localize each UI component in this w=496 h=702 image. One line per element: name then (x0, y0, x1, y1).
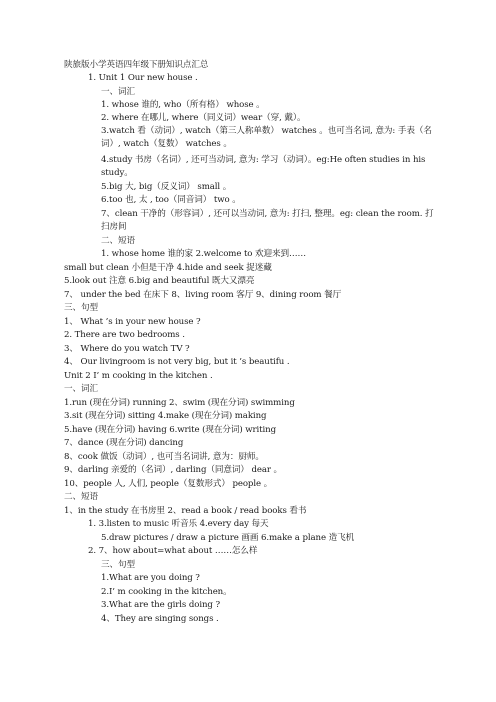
text-line: 7、clean 干净的（形容词）, 还可以当动词, 意为: 打扫, 整理。eg: clean the room. 打 (101, 209, 434, 219)
text-line: 3.watch 看（动词）, watch（第三人称单数） watches 。也可当名词, 意为: 手表（名 (101, 126, 432, 136)
section-heading-phrases: 二、短语 (64, 492, 98, 502)
text-line: 7、 under the bed 在床下 8、living room 客厅 9、dining room 餐厅 (64, 290, 342, 300)
text-line: 1. whose 谁的, who（所有格） whose 。 (101, 100, 265, 110)
section-heading-sentences: 三、句型 (64, 303, 98, 313)
text-line: 1、 What ’s in your new house ? (64, 317, 201, 327)
text-line: 1、in the study 在书房里 2、read a book / read books 看书 (64, 506, 307, 516)
section-heading-vocab: 一、词汇 (64, 384, 98, 394)
unit2-heading: Unit 2 I’ m cooking in the kitchen . (64, 371, 213, 381)
text-line: 5.draw pictures / draw a picture 画画 6.make a plane 造飞机 (101, 533, 355, 543)
text-line: 1.run (现在分词) running 2、swim (现在分词) swimming (64, 398, 295, 408)
text-line: 10、people 人, 人们, people（复数形式） people 。 (64, 479, 273, 489)
text-line: 5.big 大, big（反义词） small 。 (101, 182, 232, 192)
text-line: 4.study 书房（名词）, 还可当动词, 意为: 学习（动词）。eg:He often studies in his (101, 155, 426, 165)
text-line: 2. 7、how about=what about ……怎么样 (88, 546, 258, 556)
text-line: 4、They are singing songs . (101, 614, 219, 624)
text-line: 5.have (现在分词) having 6.write (现在分词) writing (64, 425, 277, 435)
text-line: 1. 3.listen to music 听音乐 4.every day 每天 (88, 519, 269, 529)
text-line: 3.What are the girls doing ? (101, 600, 220, 610)
text-line: 1. whose home 谁的家 2.welcome to 欢迎来到…… (101, 249, 306, 259)
text-line: 扫房间 (101, 222, 127, 232)
text-line: 8、cook 做饭（动词）, 也可当名词讲, 意为：厨师。 (64, 452, 264, 462)
text-line: study。 (101, 168, 133, 178)
text-line: small but clean 小但是干净 4.hide and seek 捉迷藏 (64, 263, 272, 273)
text-line: 2. where 在哪儿, where（同义词）wear（穿, 戴）。 (101, 113, 306, 123)
text-line: 6.too 也, 太 , too（同音词） two 。 (101, 195, 241, 205)
text-line: 4、 Our livingroom is not very big, but it ’s beautifu . (64, 357, 290, 367)
text-line: 5.look out 注意 6.big and beautiful 既大又漂亮 (64, 276, 255, 286)
text-line: 1.What are you doing ? (101, 573, 200, 583)
unit1-heading: 1. Unit 1 Our new house . (88, 73, 198, 83)
section-heading-vocab: 一、词汇 (101, 87, 135, 97)
text-line: 词）, watch（复数） watches 。 (101, 139, 232, 149)
section-heading-sentences: 三、句型 (101, 560, 135, 570)
text-line: 2.I’ m cooking in the kitchen。 (101, 587, 232, 597)
document-title: 陕旅版小学英语四年级下册知识点汇总 (64, 60, 209, 70)
text-line: 3.sit (现在分词) sitting 4.make (现在分词) making (64, 411, 267, 421)
text-line: 3、 Where do you watch TV ? (64, 344, 190, 354)
text-line: 2. There are two bedrooms . (64, 330, 185, 340)
text-line: 9、darling 亲爱的（名词）, darling（同意词） dear 。 (64, 465, 282, 475)
text-line: 7、dance (现在分词) dancing (64, 438, 184, 448)
section-heading-phrases: 二、短语 (101, 236, 135, 246)
